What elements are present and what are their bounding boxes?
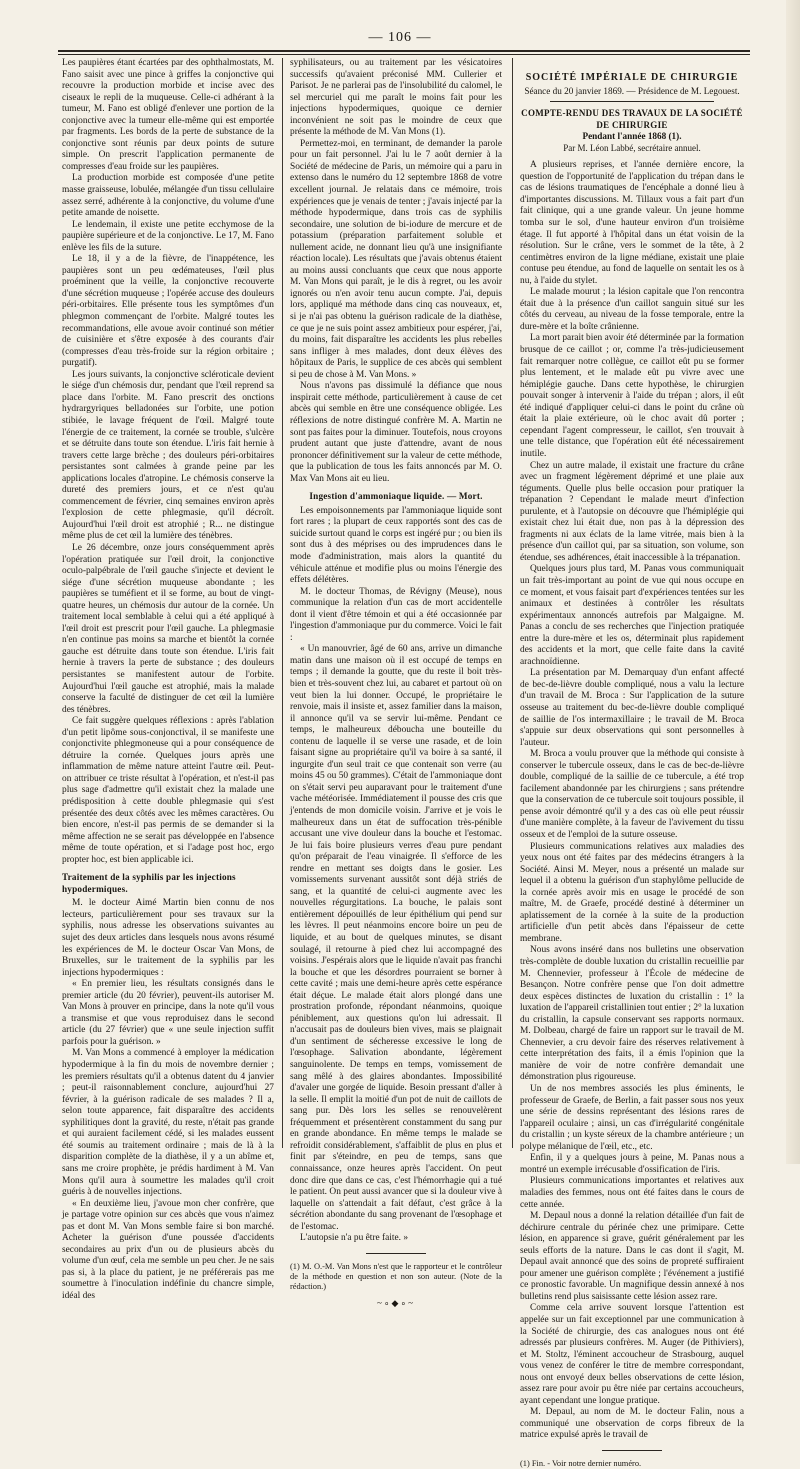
paragraph: Un de nos membres associés les plus éminents, le professeur de Graefe, de Berlin, a fait passer sous nos yeux une série de dessins représentant des lésions rares de l'appareil oculaire ; ainsi, un cas d'irrégularité congénitale du cristallin ; un kyste séreux de la chambre antérieure ; un polype mélanique de l'œil, etc., etc. <box>520 1084 744 1152</box>
paragraph: L'autopsie n'a pu être faite. » <box>300 1233 409 1244</box>
paragraph: « Un manouvrier, âgé de 60 ans, arrive un dimanche matin dans une maison où il est occupé de temps en temps ; il demande la goutte, que du reste il boit très-bien et très-souvent chez lui, au cabaret et partout où on veut bien la lui donner. Occupé, le propriétaire le renvoie, mais il insiste et, assez familier dans la maison, il annonce qu'il va se servir lui-même. Pendant ce temps, le malheureux déboucha une bouteille du contenu de laquelle il se verse une rasade, et de loin faisant signe au propriétaire qu'il va boire à sa santé, il ingurgite d'un seul trait ce que contenait son verre (au moins 45 ou 50 grammes). C'était de l'ammoniaque dont on s'était servi peu auparavant pour le traitement d'une vache météorisée. Immédiatement il pousse des cris que j'entends de mon domicile voisin. J'arrive et je vois le malheureux dans un état de suffocation très-pénible accusant une vive douleur dans la bouche et l'estomac. Je lui fais boire plusieurs verres d'eau pure pendant qu'on préparait de l'eau vinaigrée. Il s'efforce de les rendre en mettant ses doigts dans le gosier. Les vomissements survenant aussitôt sont déjà striés de sang, et la quantité de celui-ci augmente avec les nouvelles régurgitations. La bouche, le palais sont entièrement dépouillés de leur épithélium qui pend sur les lèvres. Il peut néanmoins encore boire un peu de liquide, et au bout de quelques minutes, se disant soulagé, il retourne à pied chez lui accompagné des voisins. J'espérais alors que le liquide n'avait pas franchi la bouche et que les désordres pourraient se borner à cette cavité ; mais une demi-heure après cette espérance était déçue. Le malade était alors plongé dans une prostration profonde, répondant néanmoins, quoique péniblement, aux questions qu'on lui adressait. Il n'accusait pas de douleurs bien vives, mais se plaignait d'un sentiment de sécheresse excessive le long de l'œsophage. Salivation abondante, légèrement sanguinolente. De temps en temps, vomissement de sang mêlé à des glaires abondantes. Impossibilité d'avaler une gorgée de liquide. Besoin pressant d'aller à la selle. Il emplit la moitié d'un pot de nuit de caillots de sang pur. Dès lors les selles se renouvelèrent fréquemment et présentèrent constamment du sang pur en grande abondance. En même temps le malade se refroidit considérablement, s'affaiblit de plus en plus et finit par s'éteindre, en peu de temps, sans que connaissance, onze heures après l'accident. On peut donc dire que dans ce cas, c'est l'hémorrhagie qui a tué le patient. On peut aussi avancer que si la douleur vive à laquelle on s'attendait a fait défaut, c'est grâce à la sécrétion abondante du sang provenant de l'œsophage et de l'estomac. <box>290 644 502 1232</box>
paragraph: Les jours suivants, la conjonctive scléroticale devient le siége d'un chémosis dur, pendant que l'œil reprend sa place dans l'orbite. M. Fano prescrit des onctions hydrargyriques belladonées sur l'orbite, une potion stibiée, le lavage fréquent de l'œil. Malgré toute l'énergie de ce traitement, la cornée se trouble, s'ulcère et se détruite dans toute son étendue. L'iris fait hernie à travers cette large brèche ; des douleurs péri-orbitaires persistantes sont calmées à grande peine par les applications locales d'atropine. Le chémosis conserve la dureté des premiers jours, et ce n'est qu'au commencement de février, cinq semaines environ après l'explosion de cette phlegmasie, qu'il décroît. Aujourd'hui l'œil droit est atrophié ; R... ne distingue même plus de cet œil la lumière des ténèbres. <box>62 369 274 542</box>
session-line: Séance du 20 janvier 1869. — Présidence de M. Legouest. <box>524 85 740 96</box>
paragraph: Nous avons inséré dans nos bulletins une observation très-complète de double luxation du cristallin recueillie par M. Chennevier, professeur à l'École de médecine de Besançon. Notre confrère pense que l'on doit admettre deux espèces distinctes de luxation du cristallin : 1° la luxation de l'appareil cristallinien tout entier ; 2° la luxation du cristallin, la capsule conservant ses rapports normaux. M. Dolbeau, chargé de faire un rapport sur le travail de M. Chennevier, a cru devoir faire des réserves relativement à cette interprétation des faits, il a émis l'opinion que la manière de voir de notre confrère demandait une démonstration plus rigoureuse. <box>520 945 744 1083</box>
column-separator <box>512 58 513 1148</box>
paragraph: M. Depaul, au nom de M. le docteur Falin, nous a communiqué une observation de corps fibreux de la matrice expulsé après le travail de <box>520 1407 744 1441</box>
header-rule <box>58 50 750 52</box>
report-author: Par M. Léon Labbé, secrétaire annuel. <box>563 142 701 153</box>
footnote-rule <box>602 1450 662 1451</box>
paragraph: M. le docteur Thomas, de Révigny (Meuse), nous communique la relation d'un cas de mort accidentelle dont il vient d'être témoin et qui a été occasionnée par l'ingestion d'ammoniaque pur du commerce. Voici le fait : <box>290 586 502 643</box>
footnote-rule <box>366 1253 426 1254</box>
paragraph: La production morbide est composée d'une petite masse graisseuse, lobulée, mélangée d'un tissu cellulaire assez serré, adhérente à la conjonctive, du volume d'une petite amande de noisette. <box>62 173 274 219</box>
ornament-divider: ~∘◆∘~ <box>377 1297 415 1308</box>
section-heading-ammoniaque: Ingestion d'ammoniaque liquide. — Mort. <box>309 491 483 502</box>
paragraph: Le lendemain, il existe une petite ecchymose de la paupière supérieure et de la conjonctive. Le 17, M. Fano enlève les fils de la suture. <box>62 219 274 253</box>
society-heading: SOCIÉTÉ IMPÉRIALE DE CHIRURGIE <box>525 72 739 83</box>
paragraph: Plusieurs communications relatives aux maladies des yeux nous ont été faites par des médecins étrangers à la Société. Ainsi M. Meyer, nous a présenté un malade sur lequel il a obtenu la guérison d'un staphylôme pellucide de la cornée après avoir mis en usage le procédé de son maître, M. de Graefe, procédé destiné à déterminer un aplatissement de la cornée à la suite de la production artificielle d'un petit abcès dans l'épaisseur de cette membrane. <box>520 841 744 944</box>
heading-rule <box>550 101 714 102</box>
paragraph: Comme cela arrive souvent lorsque l'attention est appelée sur un fait exceptionnel par une communication à la Société de chirurgie, des cas analogues nous ont été adressés par plusieurs confrères. M. Auger (de Pithiviers), et M. Stoltz, l'éminent accoucheur de Strasbourg, auquel vous venez de conférer le titre de membre correspondant, nous ont envoyé deux belles observations de cette lésion, assez rare pour avoir pu être niée par certains accoucheurs, ayant cependant une longue pratique. <box>520 1303 744 1406</box>
column-middle <box>290 58 503 1308</box>
paragraph: Le 18, il y a de la fièvre, de l'inappétence, les paupières sont un peu œdémateuses, l'œil plus proéminent que la veille, la conjonctive recouverte d'une sécrétion muqueuse ; l'opérée accuse des douleurs péri-orbitaires. Elle présente tous les symptômes d'un phlegmon commençant de l'orbite. Malgré toutes les recommandations, elle avoue avoir continué son métier de cuisinière et s'être exposée à des courants d'air (compresses d'eau très-froide sur la région orbitaire ; purgatif). <box>62 254 274 369</box>
page-edge-shadow <box>786 0 800 1164</box>
column-separator <box>282 58 283 1148</box>
paragraph: Ce fait suggère quelques réflexions : après l'ablation d'un petit lipôme sous-conjonctival, il se manifeste une conjonctivite phlegmoneuse qui a pour conséquence de détruire la cornée. Quelques jours après une inflammation de même nature atteint l'autre œil. Peut-on attribuer ce triste résultat à l'opération, et n'est-il pas plus sage d'admettre qu'il existait chez la malade une prédisposition à cette double phlegmasie qui s'est présentée des deux côtés avec les mêmes caractères. Ou bien encore, n'est-il pas permis de se demander si la même affection ne se serait pas développée en l'absence même de toute opération, et si l'adage post hoc, ergo propter hoc, est bien applicable ici. <box>62 716 274 865</box>
footnote: (1) Fin. - Voir notre dernier numéro. <box>520 1458 642 1468</box>
paragraph: « En premier lieu, les résultats consignés dans le premier article (du 20 février), peuvent-ils autoriser M. Van Mons à prouver en principe, dans la note qu'il vous a transmise et que vous reproduisez dans le second article (du 27 février) que « une seule injection suffit parfois pour la guérison. » <box>62 979 274 1047</box>
paragraph: A plusieurs reprises, et l'année dernière encore, la question de l'opportunité de l'application du trépan dans le cas de lésions traumatiques de l'encéphale a donné lieu à d'importantes discussions. M. Tillaux vous a fait part d'un fait clinique, qui a une grande valeur. Un jeune homme tomba sur le sol, d'une hauteur environ d'un troisième étage. Il fut apporté à l'hôpital dans un état voisin de la résolution. Sur le crâne, vers le sommet de la tête, à 2 centimètres environ de la ligne médiane, existait une plaie contuse peu étendue, au fond de laquelle on sentait les os à nu, à l'aide du stylet. <box>520 160 744 286</box>
paragraph: M. le docteur Aimé Martin bien connu de nos lecteurs, particulièrement pour ses travaux sur la syphilis, nous adresse les observations suivantes au sujet des deux articles dans lesquels nous avons résumé les expériences de M. le docteur Oscar Van Mons, de Bruxelles, sur le traitement de la syphilis par les injections hypodermiques : <box>62 898 274 978</box>
report-subtitle: Pendant l'année 1868 (1). <box>582 131 682 142</box>
paragraph: Enfin, il y a quelques jours à peine, M. Panas nous a montré un exemple irrécusable d'ossification de l'iris. <box>520 1153 744 1175</box>
paragraph: Plusieurs communications importantes et relatives aux maladies des femmes, nous ont été faites dans le cours de cette année. <box>520 1176 744 1210</box>
paragraph: Le 26 décembre, onze jours conséquemment après l'opération pratiquée sur l'œil droit, la conjonctive oculo-palpébrale de l'œil gauche s'injecte et devient le siége d'une sécrétion muqueuse abondante ; les paupières se tuméfient et il se forme, au bout de vingt-quatre heures, un chémosis dur autour de la cornée. Un traitement local semblable à celui qui a été appliqué à l'œil droit est prescrit pour l'œil gauche. La phlegmasie n'en continue pas moins sa marche et bientôt la cornée gauche est détruite dans toute son étendue. L'iris fait hernie à travers la perte de substance ; des douleurs persistantes se manifestent autour de l'orbite. Aujourd'hui l'œil gauche est atrophié, mais la malade conserve la faculté de distinguer de cet œil la lumière des ténèbres. <box>62 542 274 715</box>
paragraph: Chez un autre malade, il existait une fracture du crâne avec un fragment légèrement déprimé et une plaie aux téguments. Quelle plus belle occasion pour pratiquer la trépanation ? Cependant le malade meurt d'infection purulente, et à l'autopsie on découvre que l'hémiplégie qui existait chez lui était due, non pas à la dépression des fragments ni aux éclats de la lame vitrée, mais bien à la présence d'un caillot qui, par sa situation, son volume, son étendue, ses adhérences, était inaccessible à la trépanation. <box>520 460 744 563</box>
paragraph: Permettez-moi, en terminant, de demander la parole pour un fait personnel. J'ai lu le 7 août dernier à la Société de médecine de Paris, un mémoire qui a paru in extenso dans le numéro du 12 septembre 1868 de votre excellent journal. Je relatais dans ce mémoire, trois expériences que je venais de tenter ; j'avais injecté par la méthode hypodermique, dans trois cas de syphilis secondaire, une solution de bi-iodure de mercure et de potassium (préparation parfaitement soluble et nullement acide, ne donnant lieu qu'à une insignifiante réaction locale). Les résultats que j'avais obtenus étaient au moins aussi concluants que ceux que nous apporte M. Van Mons qui paraît, je le dis à regret, ou les avoir ignorés ou n'en avoir tenu aucun compte. J'ai, depuis lors, appliqué ma méthode dans cinq cas nouveaux, et, si je n'ai pas obtenu la guérison radicale de la diathèse, ce que je ne suis point assez ambitieux pour espérer, j'ai, du moins, fait disparaître les accidents les plus rebelles sans infliger à mes malades, dont deux élèves des hôpitaux de Paris, le supplice de ces abcès qui semblent si peu de chose à M. Van Mons. » <box>290 138 503 380</box>
paragraph: La mort parait bien avoir été déterminée par la formation brusque de ce caillot ; or, comme l'a très-judicieusement fait remarquer notre collègue, ce caillot eût pu se former plus lentement, et le malade eût pu vivre avec une hémiplégie gauche. Dans cette hypothèse, le chirurgien pouvait songer à intervenir à l'aide du trépan ; alors, il eût été indiqué d'appliquer celui-ci dans le point du crâne où était la plaie extérieure, où le choc avait dû porter ; cependant l'agent compresseur, le caillot, s'en trouvait à une telle distance, que l'opération eût été nécessairement inutile. <box>520 333 744 459</box>
paragraph: Les empoisonnements par l'ammoniaque liquide sont fort rares ; la plupart de ceux rapportés sont des cas de suicide surtout quand le corps est ingéré pur ; ou bien ils sont dus à des méprises ou des imprudences dans le mode d'administration, mais alors la quantité du véhicule atténue et modifie plus ou moins l'énergie des effets délétères. <box>290 505 502 586</box>
section-heading-syphilis: Traitement de la syphilis par les injections hypodermiques. <box>62 872 236 894</box>
report-title: COMPTE-RENDU DES TRAVAUX DE LA SOCIÉTÉ DE CHIRURGIE <box>521 108 743 130</box>
paragraph: La présentation par M. Demarquay d'un enfant affecté de bec-de-lièvre double compliqué, nous a valu la lecture d'un travail de M. Broca : Sur l'application de la suture osseuse au traitement du bec-de-lièvre double compliqué de saillie de l'os intermaxillaire ; le travail de M. Broca s'appuie sur deux observations qui sont personnelles à l'auteur. <box>520 668 744 748</box>
paragraph: M. Van Mons a commencé à employer la médication hypodermique à la fin du mois de novembre dernier ; les premiers résultats qu'il a obtenus datent du 4 janvier ; peut-il raisonnablement conclure, aujourd'hui 27 février, à la guérison radicale de ses malades ? Il a, selon toute apparence, fait disparaître des accidents syphilitiques dont la gravité, du reste, n'était pas grande et qui auraient facilement cédé, si les malades eussent été soumis au traitement ordinaire ; mais de là à la disparition complète de la diathèse, il y a un abîme et, sans me croire prophète, je prédis hardiment à M. Van Mons qu'il aura à soumettre les malades qu'il croit guéris à de nouvelles injections. <box>62 1048 274 1198</box>
paragraph: Quelques jours plus tard, M. Panas vous communiquait un fait très-important au point de vue qui nous occupe en ce moment, et vous faisait part d'expériences tentées sur les animaux et destinées à contrôler les résultats expérimentaux annoncés autrefois par Malgaigne. M. Panas a conclu de ses recherches que l'injection pratiquée entre la dure-mère et les os, déterminait plus rapidement des accidents et la mort, que celle faite dans la cavité arachnoïdienne. <box>520 564 744 667</box>
paragraph: Nous n'avons pas dissimulé la défiance que nous inspirait cette méthode, particulièrement à cause de cet abcès qui semble en être une conséquence obligée. Les réflexions de notre distingué confrère M. A. Martin ne sont pas faites pour la diminuer. Toutefois, nous croyons prudent autant que juste d'attendre, avant de nous prononcer définitivement sur la valeur de cette méthode, que la publication de tous les faits annoncés par M. O. Max Van Mons ait eu lieu. <box>290 381 502 484</box>
column-right <box>520 58 744 1468</box>
paragraph: Les paupières étant écartées par des ophthalmostats, M. Fano saisit avec une pince à griffes la conjonctive qui recouvre la production morbide et incise avec des ciseaux le repli de la muqueuse. Celle-ci adhérant à la tumeur, M. Fano est obligé d'enlever une portion de la conjonctive avec la tumeur elle-même qui est emportée par fragments. Les bords de la perte de substance de la conjonctive sont réunis par deux points de suture simple. On prescrit l'application permanente de compresses d'eau froide sur les paupières. <box>62 58 274 172</box>
paragraph: M. Broca a voulu prouver que la méthode qui consiste à conserver le tubercule osseux, dans le cas de bec-de-lièvre double, compliqué de la saillie de ce tubercule, a été trop facilement abandonnée par les chirurgiens ; sans prétendre que la conservation de ce tubercule soit toujours possible, il pense avoir démontré qu'il y a des cas où elle peut réussir d'une manière complète, à la faveur de l'avivement du tissu osseux et de l'emploi de la suture osseuse. <box>520 749 744 840</box>
paragraph: Le malade mourut ; la lésion capitale que l'on rencontra était due à la présence d'un caillot sanguin situé sur les côtés du cerveau, au niveau de la fosse temporale, entre la dure-mère et la boîte crânienne. <box>520 287 744 332</box>
paragraph: M. Depaul nous a donné la relation détaillée d'un fait de déchirure centrale du périnée chez une primipare. Cette lésion, en apparence si grave, guérit généralement par les seuls efforts de la nature. Dans le cas dont il s'agit, M. Depaul avait annoncé que des soins de propreté suffiraient pour amener une guérison complète ; l'événement a justifié ce pronostic favorable. Un magnifique dessin annexé à nos bulletins rend plus saisissante cette lésion assez rare. <box>520 1211 744 1302</box>
paragraph: « En deuxième lieu, j'avoue mon cher confrère, que je partage votre opinion sur ces abcès que vous n'aimez pas et dont M. Van Mons semble faire si bon marché. Acheter la guérison d'une poussée d'accidents secondaires au prix d'un ou de plusieurs abcès du volume d'un œuf, cela me semble un peu cher. Je ne sais pas si, à la place du patient, je ne préférerais pas me soumettre à l'inoculation indéfinie du chancre simple, idéal des <box>62 1198 274 1301</box>
header-rule-thin <box>58 54 750 55</box>
footnote: (1) M. O.-M. Van Mons n'est que le rapporteur et le contrôleur de la méthode en question et non son auteur. (Note de la rédaction.) <box>290 1261 502 1291</box>
paragraph: syphilisateurs, ou au traitement par les vésicatoires successifs qu'avaient préconisé MM. Cullerier et Parisot. Je ne parlerai pas de l'insolubilité du calomel, le sel mercuriel qui me paraît le moins fait pour les injections hypodermiques, quoique ce dernier inconvénient ne soit pas le moindre de ceux que présente la méthode de M. Van Mons (1). <box>290 58 502 138</box>
page-number: — 106 — <box>368 30 432 45</box>
column-left <box>62 58 274 1301</box>
